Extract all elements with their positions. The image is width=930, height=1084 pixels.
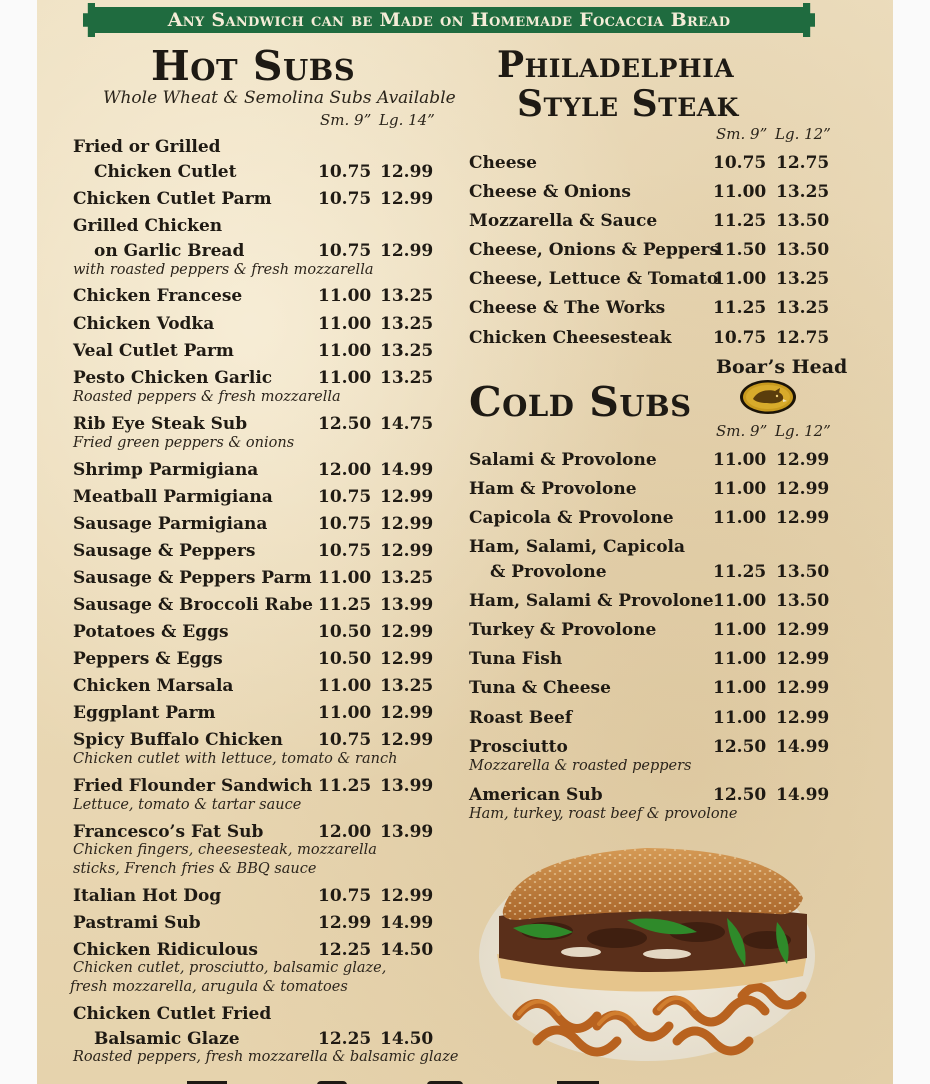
menu-item-description: Ham, turkey, roast beef & provolone — [469, 806, 738, 822]
price-small: 12.00 — [318, 822, 372, 842]
phil-steak-title-line1: Philadelphia — [497, 44, 735, 86]
price-large: 14.99 — [380, 913, 434, 933]
price-large: 13.25 — [380, 341, 434, 361]
price-large: 14.75 — [380, 414, 434, 434]
price-large: 13.25 — [776, 269, 830, 289]
menu-item-name: Prosciutto — [469, 737, 568, 757]
price-large: 12.99 — [776, 450, 830, 470]
price-large: 13.25 — [380, 314, 434, 334]
menu-item-name: Cheese — [469, 153, 537, 173]
banner-text: Any Sandwich can be Made on Homemade Focaccia Bread — [167, 9, 731, 31]
menu-item-name: Roast Beef — [469, 708, 573, 728]
price-large: 12.99 — [380, 622, 434, 642]
menu-item-name: Cheese & The Works — [469, 298, 666, 318]
menu-item-name: Potatoes & Eggs — [73, 622, 229, 642]
price-large: 13.25 — [380, 568, 434, 588]
price-small: 12.50 — [713, 785, 767, 805]
price-large: 12.99 — [776, 678, 830, 698]
price-small: 11.00 — [318, 314, 372, 334]
price-small: 10.75 — [318, 886, 372, 906]
price-large: 12.99 — [380, 649, 434, 669]
menu-item-name: Meatball Parmigiana — [73, 487, 273, 507]
price-small: 11.00 — [713, 591, 767, 611]
menu-item-description: with roasted peppers & fresh mozzarella — [73, 262, 374, 278]
price-small: 11.25 — [318, 776, 372, 796]
menu-item-name: Tuna Fish — [469, 649, 563, 669]
price-small: 11.00 — [318, 286, 372, 306]
price-small: 11.00 — [713, 479, 767, 499]
menu-item-description: Fried green peppers & onions — [73, 435, 295, 451]
menu-item-name: Italian Hot Dog — [73, 886, 222, 906]
price-large: 13.25 — [380, 676, 434, 696]
price-small: 10.75 — [318, 514, 372, 534]
menu-item-name: Sausage & Broccoli Rabe — [73, 595, 313, 615]
menu-item-name: Ham, Salami & Provolone — [469, 591, 714, 611]
price-small: 10.75 — [713, 328, 767, 348]
price-large: 12.99 — [776, 708, 830, 728]
price-small: 12.50 — [713, 737, 767, 757]
menu-item-name: Peppers & Eggs — [73, 649, 223, 669]
price-small: 11.00 — [713, 708, 767, 728]
hot-sm-header: Sm. 9” — [320, 111, 372, 129]
price-small: 10.50 — [318, 622, 372, 642]
price-large: 14.50 — [380, 940, 434, 960]
menu-item-name: Ham & Provolone — [469, 479, 637, 499]
price-large: 13.25 — [380, 368, 434, 388]
menu-item-name: Tuna & Cheese — [469, 678, 611, 698]
menu-item-name: Cheese, Lettuce & Tomato — [469, 269, 719, 289]
price-large: 12.99 — [380, 487, 434, 507]
menu-item-name: Ham, Salami, Capicola — [469, 537, 686, 557]
price-small: 12.00 — [318, 460, 372, 480]
price-small: 12.25 — [318, 1029, 372, 1049]
next-section-heading-peek — [177, 1072, 757, 1084]
price-small: 12.25 — [318, 940, 372, 960]
price-small: 11.00 — [713, 508, 767, 528]
menu-item-description: Lettuce, tomato & tartar sauce — [73, 797, 302, 813]
menu-item-name: Pastrami Sub — [73, 913, 201, 933]
price-small: 11.50 — [713, 240, 767, 260]
cheesesteak-sandwich-photo — [477, 836, 817, 1064]
price-small: 11.00 — [713, 678, 767, 698]
price-large: 14.99 — [380, 460, 434, 480]
price-large: 12.75 — [776, 153, 830, 173]
price-large: 12.99 — [380, 162, 434, 182]
price-large: 13.99 — [380, 776, 434, 796]
price-large: 12.99 — [380, 730, 434, 750]
price-small: 11.25 — [713, 562, 767, 582]
menu-item-name: Eggplant Parm — [73, 703, 216, 723]
menu-item-name: Sausage & Peppers — [73, 541, 256, 561]
price-large: 13.99 — [380, 595, 434, 615]
menu-item-name: Salami & Provolone — [469, 450, 657, 470]
price-large: 12.99 — [380, 241, 434, 261]
boars-head-logo-icon — [739, 379, 797, 415]
price-small: 11.25 — [318, 595, 372, 615]
price-small: 10.75 — [318, 241, 372, 261]
price-large: 13.50 — [776, 211, 830, 231]
hot-subs-title: Hot Subs — [151, 42, 356, 90]
price-large: 12.99 — [380, 703, 434, 723]
price-small: 11.00 — [318, 676, 372, 696]
menu-item-name: Francesco’s Fat Sub — [73, 822, 264, 842]
hot-subs-subtitle: Whole Wheat & Semolina Subs Available — [103, 88, 456, 108]
menu-item-name: Chicken Cutlet — [94, 162, 237, 182]
price-large: 12.99 — [776, 508, 830, 528]
menu-item-name: Pesto Chicken Garlic — [73, 368, 273, 388]
price-large: 13.50 — [776, 240, 830, 260]
price-small: 10.75 — [318, 730, 372, 750]
menu-item-name: Rib Eye Steak Sub — [73, 414, 248, 434]
price-large: 13.25 — [380, 286, 434, 306]
price-small: 11.25 — [713, 211, 767, 231]
menu-item-name: Chicken Vodka — [73, 314, 215, 334]
price-large: 12.99 — [380, 189, 434, 209]
cold-subs-title: Cold Subs — [469, 378, 692, 426]
menu-item-description: Roasted peppers, fresh mozzarella & balsamic glaze — [73, 1049, 459, 1065]
menu-item-name: Mozzarella & Sauce — [469, 211, 658, 231]
cold-lg-header: Lg. 12” — [775, 422, 831, 440]
menu-item-name: Sausage & Peppers Parm — [73, 568, 312, 588]
price-large: 12.99 — [380, 541, 434, 561]
banner-left-end — [83, 3, 95, 37]
price-large: 12.99 — [776, 649, 830, 669]
price-small: 12.99 — [318, 913, 372, 933]
price-small: 11.00 — [318, 703, 372, 723]
price-small: 10.75 — [318, 487, 372, 507]
price-small: 11.00 — [318, 368, 372, 388]
price-small: 10.75 — [318, 162, 372, 182]
price-small: 11.00 — [713, 620, 767, 640]
menu-item-name: Spicy Buffalo Chicken — [73, 730, 283, 750]
price-small: 11.00 — [713, 649, 767, 669]
price-small: 10.75 — [713, 153, 767, 173]
menu-item-name: Veal Cutlet Parm — [73, 341, 234, 361]
phil-steak-title-line2: Style Steak — [517, 83, 739, 125]
focaccia-banner — [95, 7, 803, 33]
price-small: 11.00 — [318, 568, 372, 588]
menu-item-name: Fried or Grilled — [73, 137, 221, 157]
price-large: 13.99 — [380, 822, 434, 842]
menu-item-name: Chicken Cheesesteak — [469, 328, 672, 348]
price-small: 11.00 — [713, 450, 767, 470]
menu-item-description: sticks, French fries & BBQ sauce — [73, 861, 317, 877]
menu-item-description: Chicken cutlet with lettuce, tomato & ranch — [73, 751, 398, 767]
menu-item-name: Chicken Ridiculous — [73, 940, 258, 960]
menu-item-name: Shrimp Parmigiana — [73, 460, 259, 480]
price-large: 12.99 — [776, 620, 830, 640]
price-small: 10.50 — [318, 649, 372, 669]
menu-item-name: American Sub — [469, 785, 603, 805]
menu-item-name: on Garlic Bread — [94, 241, 245, 261]
price-large: 12.99 — [776, 479, 830, 499]
price-large: 13.50 — [776, 591, 830, 611]
menu-item-description: fresh mozzarella, arugula & tomatoes — [70, 979, 348, 995]
menu-item-name: Grilled Chicken — [73, 216, 223, 236]
price-large: 14.99 — [776, 737, 830, 757]
menu-item-name: Sausage Parmigiana — [73, 514, 268, 534]
price-large: 13.25 — [776, 182, 830, 202]
phil-sm-header: Sm. 9” — [716, 125, 768, 143]
price-small: 10.75 — [318, 541, 372, 561]
menu-item-description: Mozzarella & roasted peppers — [469, 758, 692, 774]
price-large: 12.99 — [380, 514, 434, 534]
menu-item-name: Cheese & Onions — [469, 182, 631, 202]
price-large: 13.25 — [776, 298, 830, 318]
price-large: 12.99 — [380, 886, 434, 906]
menu-page — [37, 0, 893, 1084]
menu-item-name: Balsamic Glaze — [94, 1029, 240, 1049]
menu-item-description: Chicken fingers, cheesesteak, mozzarella — [73, 842, 377, 858]
menu-item-name: Chicken Marsala — [73, 676, 234, 696]
menu-item-name: Chicken Cutlet Fried — [73, 1004, 272, 1024]
price-small: 10.75 — [318, 189, 372, 209]
price-large: 13.50 — [776, 562, 830, 582]
cold-sm-header: Sm. 9” — [716, 422, 768, 440]
menu-item-description: Roasted peppers & fresh mozzarella — [73, 389, 341, 405]
boars-head-brand: Boar’s Head — [716, 356, 848, 378]
price-small: 11.00 — [318, 341, 372, 361]
menu-item-name: Turkey & Provolone — [469, 620, 657, 640]
menu-item-name: Cheese, Onions & Peppers — [469, 240, 720, 260]
menu-item-name: Chicken Cutlet Parm — [73, 189, 272, 209]
phil-lg-header: Lg. 12” — [775, 125, 831, 143]
banner-right-end — [803, 3, 815, 37]
menu-item-name: Chicken Francese — [73, 286, 243, 306]
menu-item-name: & Provolone — [490, 562, 607, 582]
price-small: 11.00 — [713, 182, 767, 202]
menu-item-name: Fried Flounder Sandwich — [73, 776, 313, 796]
price-small: 11.25 — [713, 298, 767, 318]
menu-item-description: Chicken cutlet, prosciutto, balsamic glaze, — [73, 960, 387, 976]
price-large: 14.99 — [776, 785, 830, 805]
price-large: 14.50 — [380, 1029, 434, 1049]
hot-lg-header: Lg. 14” — [379, 111, 435, 129]
price-small: 11.00 — [713, 269, 767, 289]
price-large: 12.75 — [776, 328, 830, 348]
menu-item-name: Capicola & Provolone — [469, 508, 674, 528]
price-small: 12.50 — [318, 414, 372, 434]
